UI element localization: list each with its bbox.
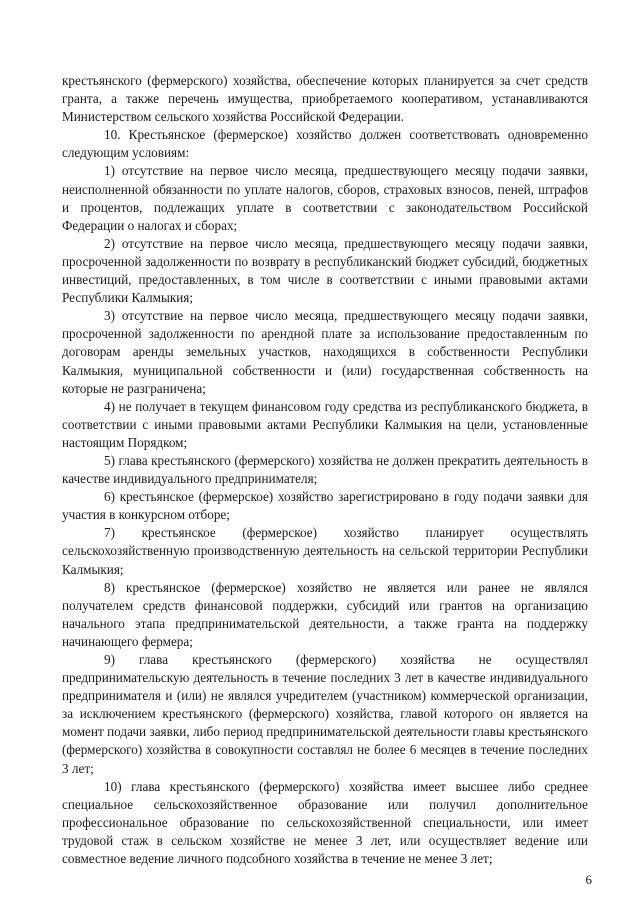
paragraph-continuation: крестьянского (фермерского) хозяйства, обеспечение которых планируется за счет средств гранта, а также перечень имущества, приобретаемого кооперативом, устанавливаются Министерством сельского хозяйства Российской Федерации. — [62, 73, 588, 125]
list-item-3: 3) отсутствие на первое число месяца, предшествующего месяцу подачи заявки, просроченной задолженности по арендной плате за использование предоставленным по договорам аренды земельных участков, находящихся в собственности Республики Калмыкия, муниципальной собственности и (или) государственная собственность на которые не разграничена; — [62, 308, 588, 396]
list-item-10: 10) глава крестьянского (фермерского) хозяйства имеет высшее либо среднее специальное сельскохозяйственное образование или получил дополнительное профессиональное образование по сельскохозяйственной специальности, или имеет трудовой стаж в сельском хозяйстве не менее 3 лет, или осуществляет ведение или совместное ведение личного подсобного хозяйства в течение не менее 3 лет; — [62, 778, 588, 867]
page-number: 6 — [585, 872, 592, 887]
list-item-2: 2) отсутствие на первое число месяца, предшествующего месяцу подачи заявки, просроченной задолженности по возврату в республиканский бюджет субсидий, бюджетных инвестиций, предоставленных, в том числе в соответствии с иными правовыми актами Республики Калмыкия; — [62, 235, 588, 306]
list-item-8: 8) крестьянское (фермерское) хозяйство не является или ранее не являлся получателем средств финансовой поддержки, субсидий или грантов на организацию начального этапа предпринимательской деятельности, а также гранта на поддержку начинающего фермера; — [62, 579, 588, 649]
list-item-5: 5) глава крестьянского (фермерского) хозяйства не должен прекратить деятельность в качестве индивидуального предпринимателя; — [62, 452, 588, 487]
paragraph-clause-10: 10. Крестьянское (фермерское) хозяйство должен соответствовать одновременно следующим условиям: — [62, 127, 588, 161]
list-item-6: 6) крестьянское (фермерское) хозяйство зарегистрировано в году подачи заявки для участия в конкурсном отборе; — [62, 489, 588, 523]
list-item-7: 7) крестьянское (фермерское) хозяйство планирует осуществлять сельскохозяйственную производственную деятельность на сельской территории Республики Калмыкия; — [62, 525, 588, 577]
list-item-4: 4) не получает в текущем финансовом году средства из республиканского бюджета, в соответствии с иными правовыми актами Республики Калмыкия на цели, установленные настоящим Порядком; — [62, 398, 588, 450]
list-item-1: 1) отсутствие на первое число месяца, предшествующего месяцу подачи заявки, неисполненной обязанности по уплате налогов, сборов, страховых взносов, пеней, штрафов и процентов, подлежащих уплате в соответствии с законодательством Российской Федерации о налогах и сборах; — [62, 163, 588, 233]
list-item-9: 9) глава крестьянского (фермерского) хозяйства не осуществлял предпринимательскую деятельность в течение последних 3 лет в качестве индивидуального предпринимателя и (или) не являлся учредителем (участником) коммерческой организации, за исключением крестьянского (фермерского) хозяйства, главой которого он является на момент подачи заявки, либо период предпринимательской деятельности главы крестьянского (фермерского) хозяйства в совокупности составлял не более 6 месяцев в течение последних 3 лет; — [62, 652, 588, 776]
